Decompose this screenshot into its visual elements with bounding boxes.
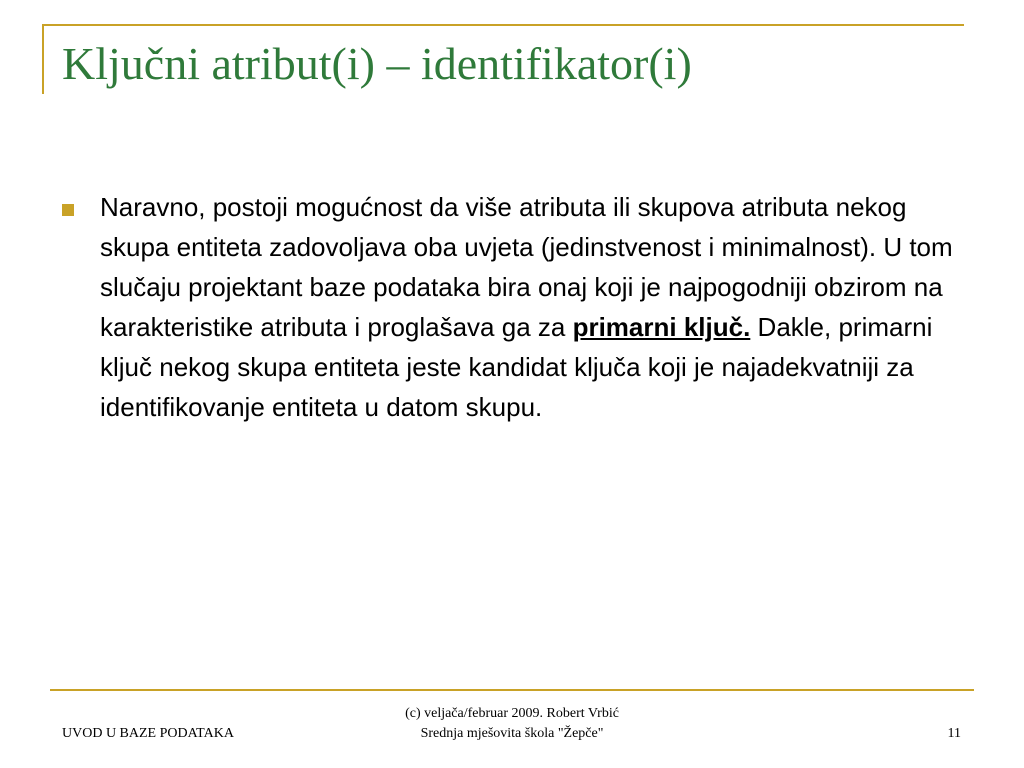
footer-copyright-line1: (c) veljača/februar 2009. Robert Vrbić xyxy=(405,706,619,721)
bullet-item xyxy=(62,187,972,427)
primary-key-emphasis: primarni ključ. xyxy=(572,312,751,342)
footer-course-title: UVOD U BAZE PODATAKA xyxy=(62,726,234,741)
bullet-text-before: Naravno, postoji mogućnost da više atributa ili skupova atributa nekog skupa entiteta zadovoljava oba uvjeta (jedinstvenost i minimalnost). U tom slučaju projektant baze podataka bira onaj koji je najpogodniji obzirom na karakteristike atributa i proglašava ga za xyxy=(100,192,953,342)
footer-divider xyxy=(50,689,974,691)
page-number: 11 xyxy=(947,726,961,741)
footer-copyright-line2: Srednja mješovita škola "Žepče" xyxy=(420,726,604,741)
bullet-text-after: Dakle, primarni ključ nekog skupa entiteta jeste kandidat ključa koji je najadekvatniji za identifikovanje entiteta u datom skupu. xyxy=(100,312,933,422)
top-divider xyxy=(42,24,964,26)
left-divider xyxy=(42,24,44,94)
slide-title: Ključni atribut(i) – identifikator(i) xyxy=(62,38,692,89)
bullet-text xyxy=(100,187,972,427)
square-bullet-icon xyxy=(62,204,74,216)
footer-copyright xyxy=(312,704,712,744)
slide-content xyxy=(62,187,972,427)
